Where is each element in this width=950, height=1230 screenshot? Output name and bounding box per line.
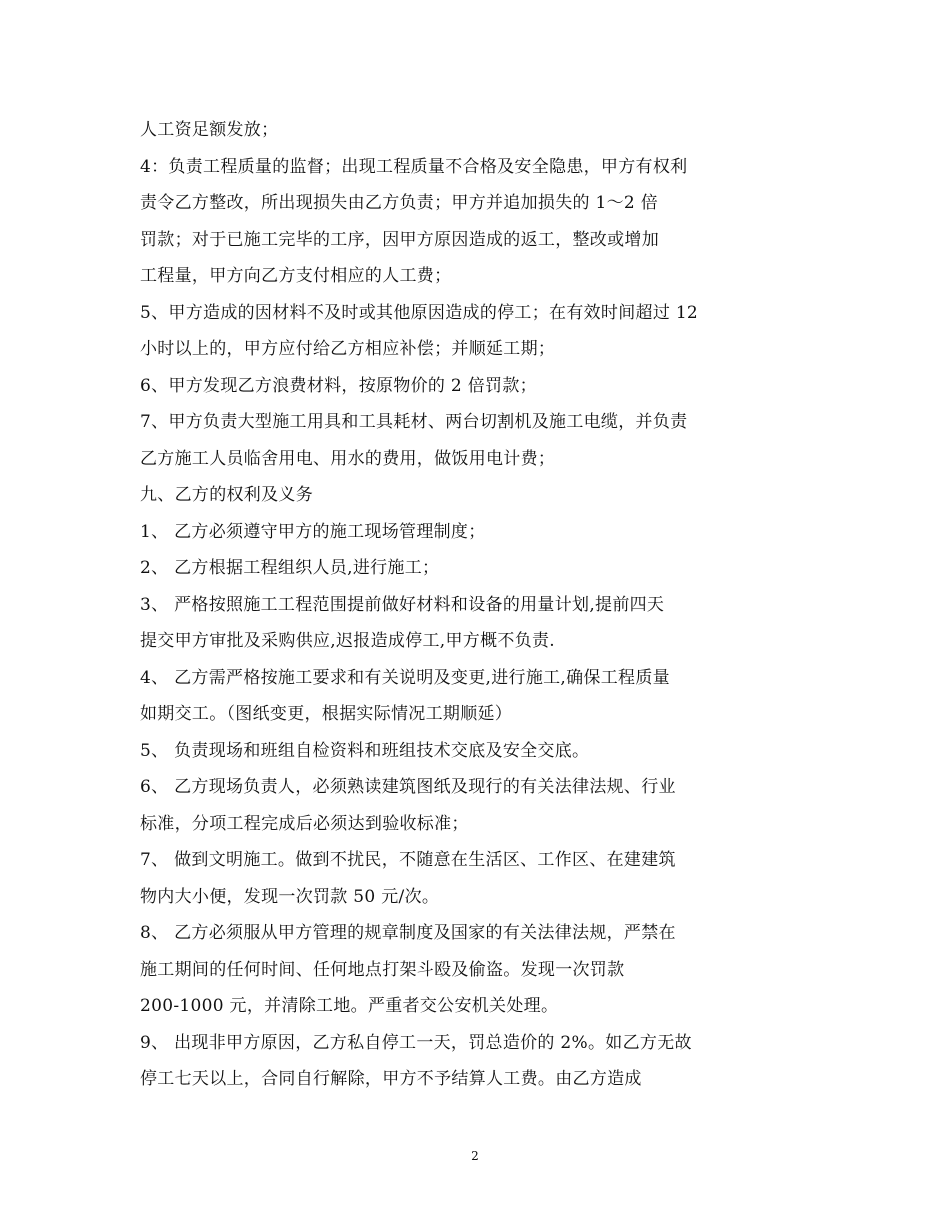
- text-line: 工程量，甲方向乙方支付相应的人工费；: [140, 266, 452, 286]
- text-line: 人工资足额发放；: [140, 120, 279, 140]
- text-line: 8、 乙方必须服从甲方管理的规章制度及国家的有关法律法规，严禁在: [140, 923, 676, 943]
- section-heading: 九、乙方的权利及义务: [140, 485, 313, 505]
- text-line: 6、 乙方现场负责人，必须熟读建筑图纸及现行的有关法律法规、行业: [140, 777, 676, 797]
- text-line: 4：负责工程质量的监督；出现工程质量不合格及安全隐患，甲方有权利: [140, 157, 688, 177]
- text-line: 1、 乙方必须遵守甲方的施工现场管理制度；: [140, 522, 486, 542]
- text-line: 200-1000 元，并清除工地。严重者交公安机关处理。: [140, 996, 559, 1016]
- text-line: 7、 做到文明施工。做到不扰民，不随意在生活区、工作区、在建建筑: [140, 850, 676, 870]
- text-line: 罚款；对于已施工完毕的工序，因甲方原因造成的返工，整改或增加: [140, 230, 659, 250]
- text-line: 5、 负责现场和班组自检资料和班组技术交底及安全交底。: [140, 741, 590, 761]
- text-line: 小时以上的，甲方应付给乙方相应补偿；并顺延工期；: [140, 339, 556, 359]
- text-line: 9、 出现非甲方原因，乙方私自停工一天，罚总造价的 2%。如乙方无故: [140, 1033, 692, 1053]
- text-line: 责令乙方整改，所出现损失由乙方负责；甲方并追加损失的 1～2 倍: [140, 193, 659, 213]
- text-line: 2、 乙方根据工程组织人员,进行施工；: [140, 558, 440, 578]
- text-line: 提交甲方审批及采购供应,迟报造成停工,甲方概不负责.: [140, 631, 556, 651]
- text-line: 5、甲方造成的因材料不及时或其他原因造成的停工；在有效时间超过 12: [140, 303, 699, 323]
- text-line: 6、甲方发现乙方浪费材料，按原物价的 2 倍罚款；: [140, 376, 537, 396]
- text-line: 7、甲方负责大型施工用具和工具耗材、两台切割机及施工电缆，并负责: [140, 412, 688, 432]
- text-line: 4、 乙方需严格按施工要求和有关说明及变更,进行施工,确保工程质量: [140, 668, 670, 688]
- text-line: 物内大小便，发现一次罚款 50 元/次。: [140, 887, 440, 907]
- text-line: 标准，分项工程完成后必须达到验收标准；: [140, 814, 469, 834]
- text-line: 3、 严格按照施工工程范围提前做好材料和设备的用量计划,提前四天: [140, 595, 665, 615]
- text-line: 停工七天以上，合同自行解除，甲方不予结算人工费。由乙方造成: [140, 1069, 642, 1089]
- text-line: 乙方施工人员临舍用电、用水的费用，做饭用电计费；: [140, 449, 556, 469]
- text-line: 施工期间的任何时间、任何地点打架斗殴及偷盗。发现一次罚款: [140, 960, 625, 980]
- page-number: 2: [471, 1149, 479, 1163]
- text-line: 如期交工。（图纸变更，根据实际情况工期顺延）: [140, 704, 513, 724]
